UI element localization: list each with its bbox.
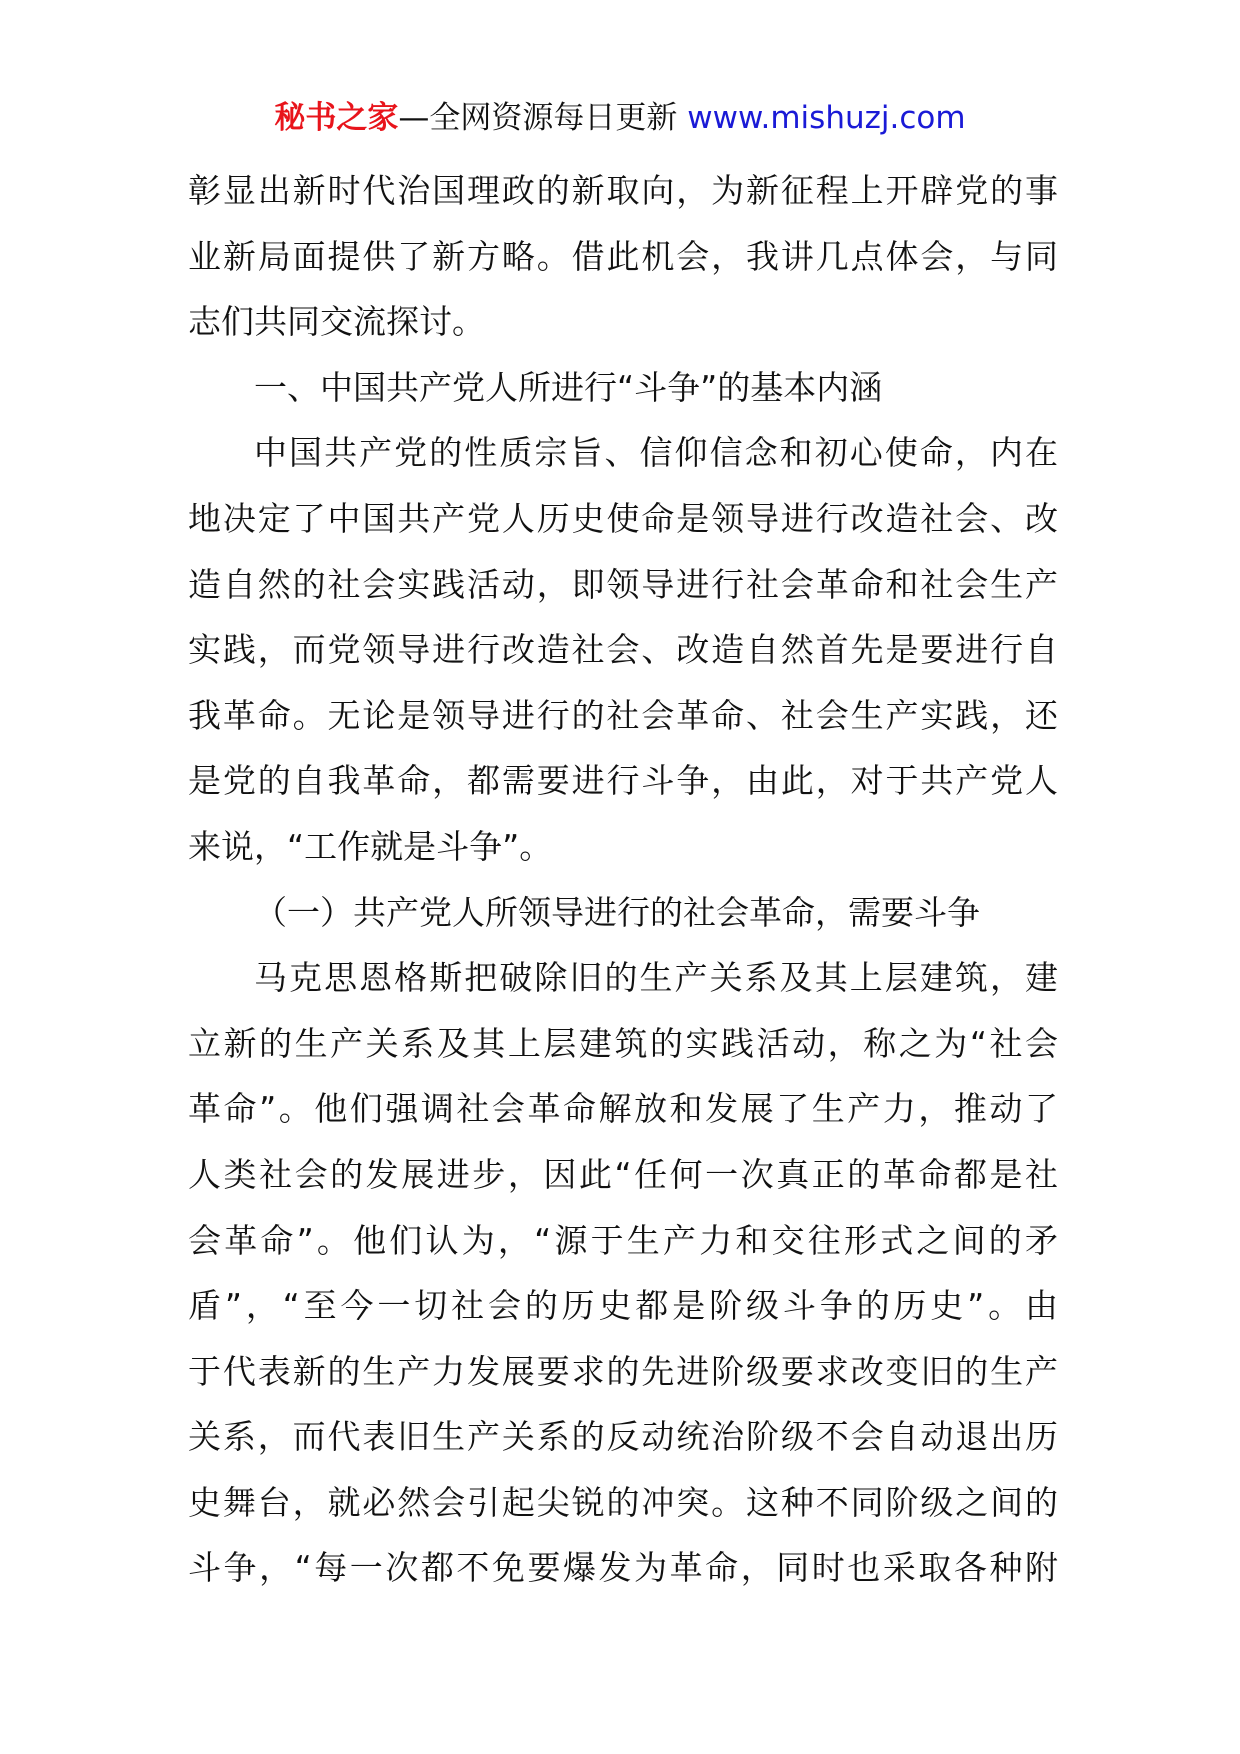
text-line: 立新的生产关系及其上层建筑的实践活动，称之为“社会: [188, 1023, 1058, 1063]
subsection-heading: （一）共产党人所领导进行的社会革命，需要斗争: [254, 892, 980, 932]
text-line: 于代表新的生产力发展要求的先进阶级要求改变旧的生产: [188, 1351, 1058, 1391]
text-line: 史舞台，就必然会引起尖锐的冲突。这种不同阶级之间的: [188, 1482, 1058, 1522]
text-line: 人类社会的发展进步，因此“任何一次真正的革命都是社: [188, 1154, 1058, 1194]
text-line: 中国共产党的性质宗旨、信仰信念和初心使命，内在: [254, 433, 1058, 473]
text-line: 斗争，“每一次都不免要爆发为革命，同时也采取各种附: [188, 1548, 1058, 1588]
text-line: 马克思恩格斯把破除旧的生产关系及其上层建筑，建: [254, 958, 1058, 998]
text-line: 来说，“工作就是斗争”。: [188, 826, 553, 866]
text-line: 彰显出新时代治国理政的新取向，为新征程上开辟党的事: [188, 171, 1058, 210]
text-line: 志们共同交流探讨。: [188, 302, 485, 342]
page-header: [0, 96, 1240, 140]
text-line: 我革命。无论是领导进行的社会革命、社会生产实践，还: [188, 695, 1058, 735]
section-heading: 一、中国共产党人所进行“斗争”的基本内涵: [254, 367, 883, 407]
text-line: 造自然的社会实践活动，即领导进行社会革命和社会生产: [188, 564, 1058, 604]
text-line: 业新局面提供了新方略。借此机会，我讲几点体会，与同: [188, 236, 1058, 276]
brand-name: 秘书之家: [274, 100, 399, 136]
header-slogan: —全网资源每日更新: [398, 100, 688, 136]
text-line: 实践，而党领导进行改造社会、改造自然首先是要进行自: [188, 630, 1058, 670]
text-line: 是党的自我革命，都需要进行斗争，由此，对于共产党人: [188, 761, 1058, 801]
text-line: 革命”。他们强调社会革命解放和发展了生产力，推动了: [188, 1089, 1058, 1129]
site-url-link[interactable]: www.mishuzj.com: [687, 100, 966, 136]
text-line: 会革命”。他们认为，“源于生产力和交往形式之间的矛: [188, 1220, 1058, 1260]
text-line: 地决定了中国共产党人历史使命是领导进行改造社会、改: [188, 498, 1058, 538]
text-line: 关系，而代表旧生产关系的反动统治阶级不会自动退出历: [188, 1417, 1058, 1457]
text-line: 盾”，“至今一切社会的历史都是阶级斗争的历史”。由: [188, 1286, 1058, 1326]
document-body: [188, 158, 1058, 1601]
